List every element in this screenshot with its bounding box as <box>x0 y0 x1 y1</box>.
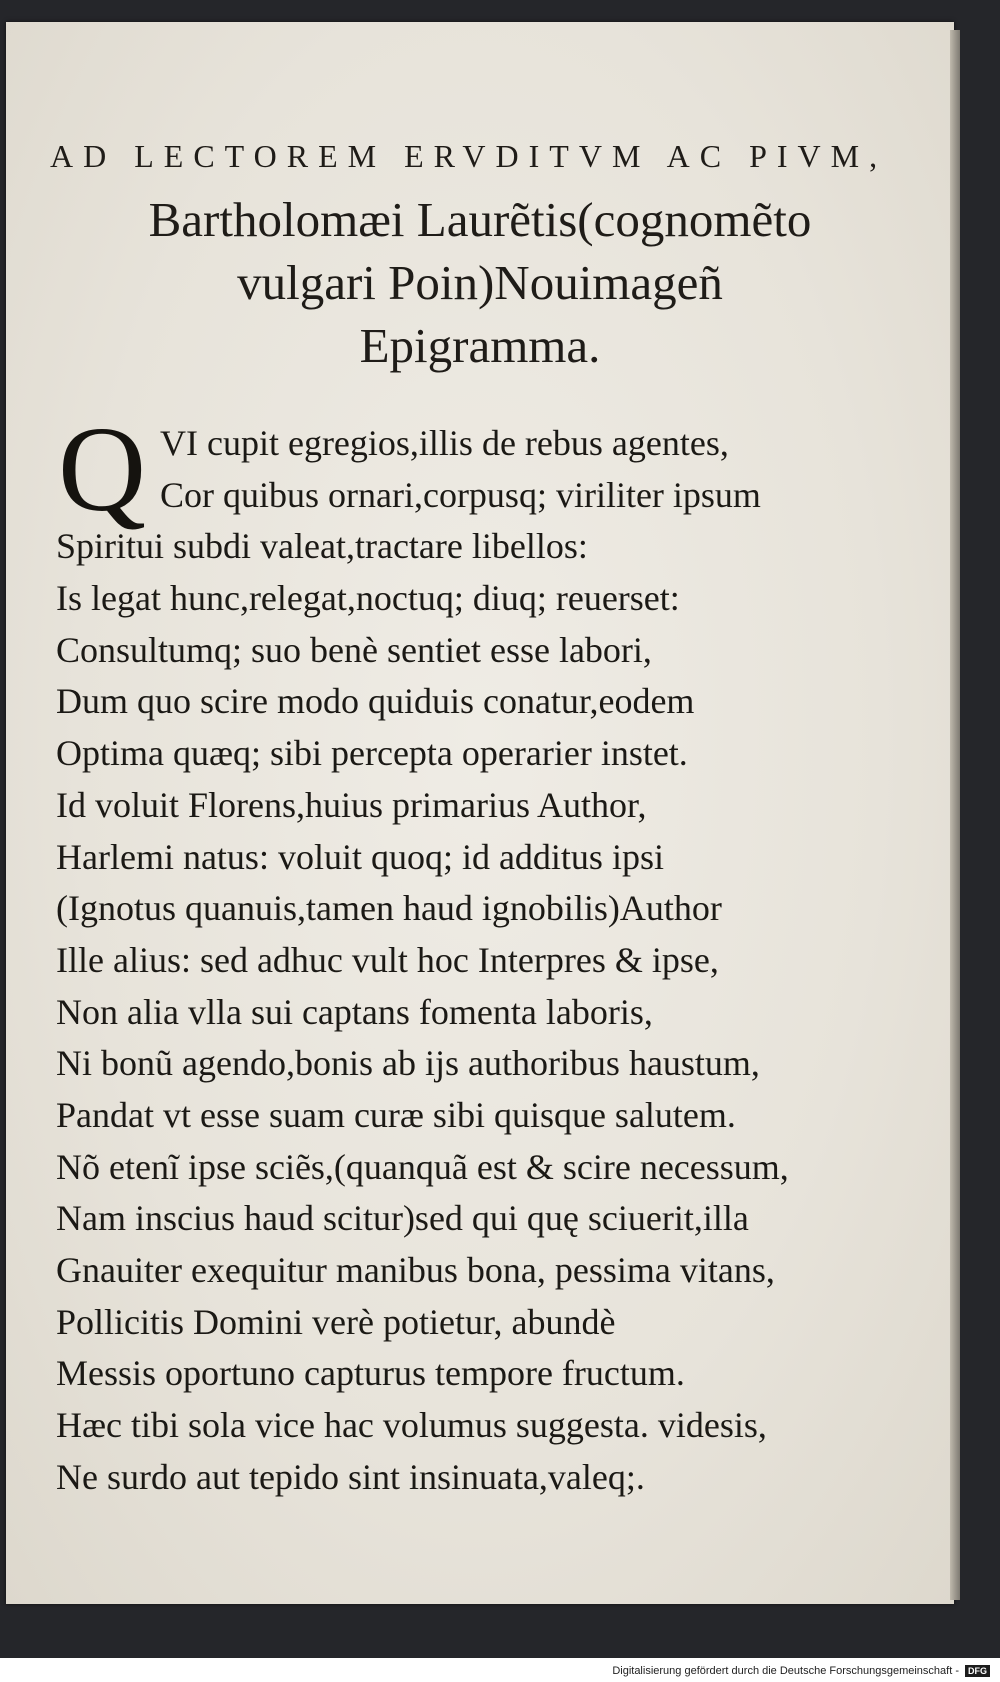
poem-line: Nõ etenĩ ipse sciẽs,(quanquã est & scire necessum, <box>56 1146 789 1187</box>
poem-line: (Ignotus quanuis,tamen haud ignobilis)Author <box>56 888 722 929</box>
poem-line: Spiritui subdi valeat,tractare libellos: <box>56 526 588 567</box>
poem-line: Pandat vt esse suam curæ sibi quisque salutem. <box>56 1094 736 1135</box>
poem-line: VI cupit egregios,illis de rebus agentes, <box>160 423 729 463</box>
poem-line: Messis oportuno capturus tempore fructum. <box>56 1353 685 1394</box>
drop-cap: Q <box>57 402 147 537</box>
credit-text: Digitalisierung gefördert durch die Deutsche Forschungsgemeinschaft - <box>612 1665 959 1677</box>
poem-line: Optima quæq; sibi percepta operarier instet. <box>56 733 688 774</box>
poem-line: Non alia vlla sui captans fomenta laboris, <box>56 991 653 1032</box>
poem-line: Is legat hunc,relegat,noctuq; diuq; reuerset: <box>56 578 680 619</box>
title-line: vulgari Poin)Nouimageñ <box>237 255 723 310</box>
poem-line: Ni bonũ agendo,bonis ab ijs authoribus haustum, <box>56 1043 760 1084</box>
poem-line: Id voluit Florens,huius primarius Author, <box>56 784 647 825</box>
poem-line: Pollicitis Domini verè potietur, abundè <box>56 1301 616 1342</box>
dfg-logo: DFG <box>965 1665 990 1677</box>
poem-title <box>50 188 910 377</box>
title-line: Bartholomæi Laurẽtis(cognomẽto <box>148 192 812 247</box>
poem-line: Ne surdo aut tepido sint insinuata,valeq;. <box>56 1456 645 1497</box>
poem-line: Consultumq; suo benè sentiet esse labori, <box>56 629 652 670</box>
title-line: Epigramma. <box>359 318 601 373</box>
poem-body <box>56 418 936 1503</box>
poem-line: Hæc tibi sola vice hac volumus suggesta. videsis, <box>56 1405 767 1446</box>
poem-line: Dum quo scire modo quiduis conatur,eodem <box>56 681 695 722</box>
digitization-credit <box>608 1664 994 1678</box>
poem-line: Cor quibus ornari,corpusq; viriliter ipsum <box>160 474 761 515</box>
poem-line: Nam inscius haud scitur)sed qui quę sciuerit,illa <box>56 1198 749 1239</box>
poem-line: Gnauiter exequitur manibus bona, pessima vitans, <box>56 1250 775 1290</box>
poem-line: Ille alius: sed adhuc vult hoc Interpres & ipse, <box>56 939 719 980</box>
poem-line: Harlemi natus: voluit quoq; id additus ipsi <box>56 836 664 877</box>
page-edge <box>950 30 960 1600</box>
page-header: AD LECTOREM ERVDITVM AC PIVM, <box>50 138 888 174</box>
